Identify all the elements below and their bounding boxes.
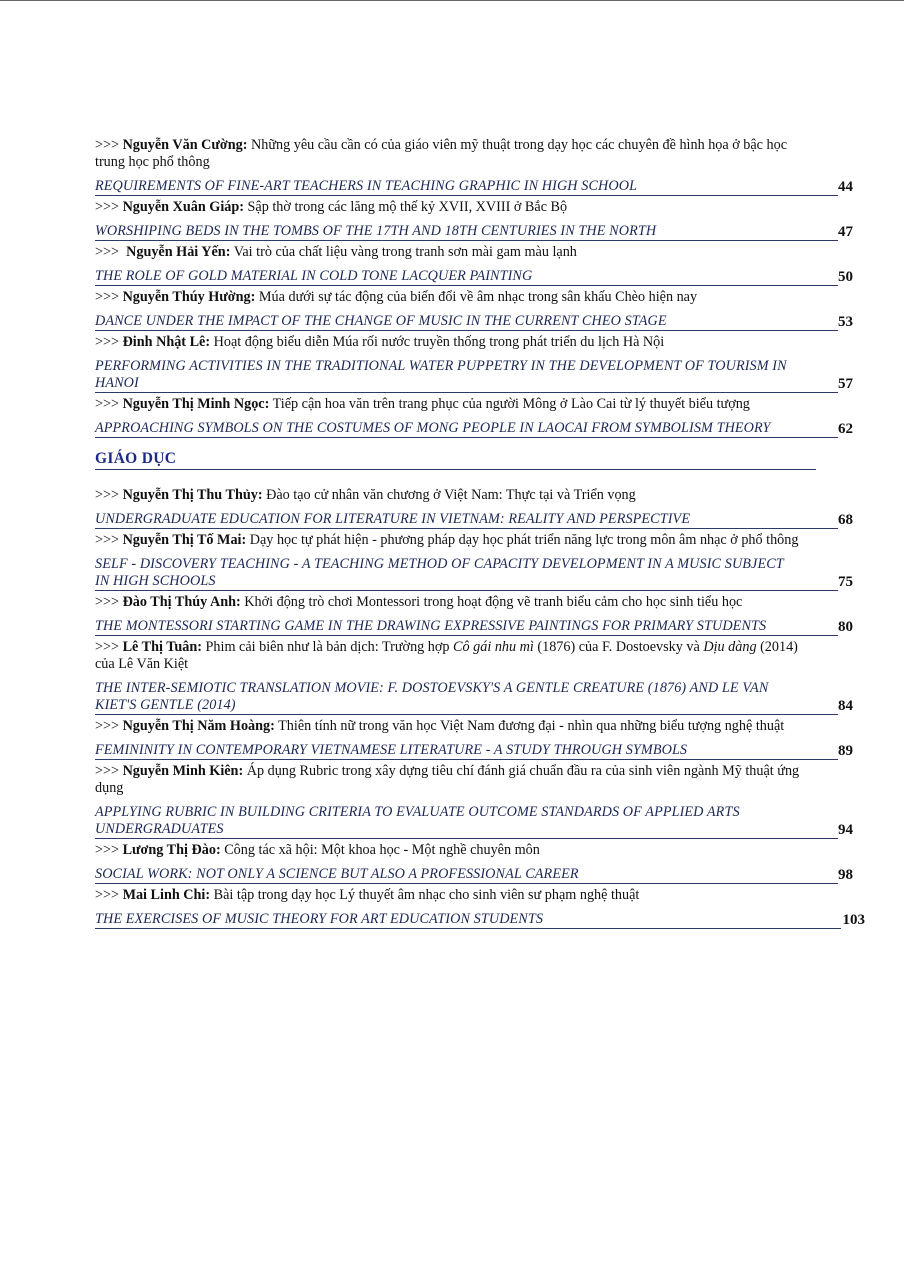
vi-entry-line: >>> Nguyễn Hải Yến: Vai trò của chất liệu vàng trong tranh sơn mài gam màu lạnh [95, 244, 577, 260]
en-title[interactable]: WORSHIPING BEDS IN THE TOMBS OF THE 17TH AND 18TH CENTURIES IN THE NORTH [95, 223, 657, 239]
toc-entry [95, 639, 853, 715]
author-name: Lương Thị Đào: [122, 842, 221, 858]
en-title-row[interactable] [95, 420, 853, 438]
page-number: 53 [838, 314, 853, 330]
toc-entry [95, 334, 853, 393]
en-title-row[interactable] [95, 618, 853, 636]
page-number: 68 [838, 512, 853, 528]
author-name: Lê Thị Tuân: [122, 639, 202, 655]
en-title-row[interactable] [95, 313, 853, 331]
vi-entry-line: >>> Nguyễn Xuân Giáp: Sập thờ trong các lăng mộ thế kỷ XVII, XVIII ở Bắc Bộ [95, 199, 568, 215]
en-title-row[interactable] [95, 556, 853, 591]
vi-entry-line: >>> Nguyễn Thúy Hường: Múa dưới sự tác động của biến đổi về âm nhạc trong sân khấu Chèo hiện nay [95, 289, 698, 305]
page-number: 44 [838, 179, 853, 195]
toc-entry [95, 842, 853, 884]
vi-entry-line: >>> Nguyễn Minh Kiên: Áp dụng Rubric trong xây dựng tiêu chí đánh giá chuẩn đầu ra của sinh viên ngành Mỹ thuật ứng dụng [95, 763, 800, 796]
vi-entry-line: >>> Đinh Nhật Lê: Hoạt động biểu diễn Múa rối nước truyền thống trong phát triển du lịch Hà Nội [95, 334, 665, 350]
en-title-row[interactable] [95, 804, 853, 839]
en-title[interactable]: THE EXERCISES OF MUSIC THEORY FOR ART EDUCATION STUDENTS [95, 911, 544, 927]
author-name: Nguyễn Thị Tố Mai: [122, 532, 247, 548]
vi-entry-line: >>> Nguyễn Văn Cường: Những yêu cầu cần có của giáo viên mỹ thuật trong dạy học các chuyên đề hình họa ở bậc học trung học phổ thông [95, 137, 788, 170]
page-number: 50 [838, 269, 853, 285]
en-title-row[interactable] [95, 358, 853, 393]
author-name: Nguyễn Văn Cường: [122, 137, 248, 153]
toc-entry [95, 532, 853, 591]
author-name: Nguyễn Thị Thu Thủy: [122, 487, 263, 503]
toc-entry [95, 396, 853, 438]
en-title[interactable]: FEMININITY IN CONTEMPORARY VIETNAMESE LITERATURE - A STUDY THROUGH SYMBOLS [95, 742, 688, 758]
page-number: 89 [838, 743, 853, 759]
toc-entry [95, 718, 853, 760]
en-title[interactable]: APPLYING RUBRIC IN BUILDING CRITERIA TO EVALUATE OUTCOME STANDARDS OF APPLIED ARTS UNDERGRADUATES [95, 804, 740, 837]
en-title-row[interactable] [95, 511, 853, 529]
toc-entry [95, 199, 853, 241]
page-number: 75 [838, 574, 853, 590]
en-title-row[interactable] [95, 866, 853, 884]
page-number: 84 [838, 698, 853, 714]
section-heading [95, 450, 816, 470]
author-name: Nguyễn Thị Năm Hoàng: [122, 718, 275, 734]
en-title[interactable]: UNDERGRADUATE EDUCATION FOR LITERATURE IN VIETNAM: REALITY AND PERSPECTIVE [95, 511, 691, 527]
en-title-row[interactable] [95, 223, 853, 241]
author-name: Mai Linh Chi: [122, 887, 211, 903]
en-title-row[interactable] [95, 680, 853, 715]
toc-entry [95, 137, 853, 196]
en-title-row[interactable] [95, 178, 853, 196]
section-title: GIÁO DỤC [95, 450, 177, 467]
author-name: Nguyễn Thị Minh Ngọc: [122, 396, 270, 412]
vi-entry-line: >>> Mai Linh Chi: Bài tập trong dạy học Lý thuyết âm nhạc cho sinh viên sư phạm nghệ thuật [95, 887, 640, 903]
toc-entry [95, 244, 853, 286]
author-name: Đinh Nhật Lê: [122, 334, 211, 350]
vi-entry-line: >>> Nguyễn Thị Tố Mai: Dạy học tự phát hiện - phương pháp dạy học phát triển năng lực trong môn âm nhạc ở phổ thông [95, 532, 799, 548]
page-number: 98 [838, 867, 853, 883]
author-name: Nguyễn Hải Yến: [126, 244, 231, 260]
vi-entry-line: >>> Lê Thị Tuân: Phim cải biên như là bản dịch: Trường hợp Cô gái nhu mì (1876) của F. Dostoevsky và Dịu dàng (2014) của Lê Văn Kiệt [95, 639, 798, 672]
page-number: 103 [842, 912, 865, 928]
en-title[interactable]: SELF - DISCOVERY TEACHING - A TEACHING METHOD OF CAPACITY DEVELOPMENT IN A MUSIC SUBJECT IN HIGH SCHOOLS [95, 556, 784, 589]
en-title[interactable]: PERFORMING ACTIVITIES IN THE TRADITIONAL WATER PUPPETRY IN THE DEVELOPMENT OF TOURISM IN HANOI [95, 358, 787, 391]
vi-entry-line: >>> Nguyễn Thị Năm Hoàng: Thiên tính nữ trong văn học Việt Nam đương đại - nhìn qua những biểu tượng nghệ thuật [95, 718, 785, 734]
en-title-row[interactable] [95, 742, 853, 760]
en-title[interactable]: THE MONTESSORI STARTING GAME IN THE DRAWING EXPRESSIVE PAINTINGS FOR PRIMARY STUDENTS [95, 618, 767, 634]
author-name: Nguyễn Xuân Giáp: [122, 199, 244, 215]
top-border-line [0, 0, 904, 1]
en-title[interactable]: THE ROLE OF GOLD MATERIAL IN COLD TONE LACQUER PAINTING [95, 268, 533, 284]
vi-entry-line: >>> Nguyễn Thị Minh Ngọc: Tiếp cận hoa văn trên trang phục của người Mông ở Lào Cai từ lý thuyết biểu tượng [95, 396, 750, 412]
page-number: 57 [838, 376, 853, 392]
vi-entry-line: >>> Nguyễn Thị Thu Thủy: Đào tạo cử nhân văn chương ở Việt Nam: Thực tại và Triển vọng [95, 487, 636, 503]
author-name: Nguyễn Thúy Hường: [122, 289, 256, 305]
en-title[interactable]: SOCIAL WORK: NOT ONLY A SCIENCE BUT ALSO A PROFESSIONAL CAREER [95, 866, 579, 882]
author-name: Nguyễn Minh Kiên: [122, 763, 244, 779]
en-title[interactable]: REQUIREMENTS OF FINE-ART TEACHERS IN TEACHING GRAPHIC IN HIGH SCHOOL [95, 178, 638, 194]
toc-entry [95, 289, 853, 331]
toc-entry [95, 763, 853, 839]
vi-entry-line: >>> Lương Thị Đào: Công tác xã hội: Một khoa học - Một nghề chuyên môn [95, 842, 540, 858]
toc-entry [95, 887, 865, 929]
author-name: Đào Thị Thúy Anh: [122, 594, 241, 610]
en-title[interactable]: DANCE UNDER THE IMPACT OF THE CHANGE OF MUSIC IN THE CURRENT CHEO STAGE [95, 313, 667, 329]
vi-entry-line: >>> Đào Thị Thúy Anh: Khởi động trò chơi Montessori trong hoạt động vẽ tranh biểu cảm cho học sinh tiểu học [95, 594, 743, 610]
toc-entry [95, 594, 853, 636]
en-title[interactable]: THE INTER-SEMIOTIC TRANSLATION MOVIE: F. DOSTOEVSKY'S A GENTLE CREATURE (1876) AND LE VAN KIET'S GENTLE (2014) [95, 680, 769, 713]
page-number: 47 [838, 224, 853, 240]
page-number: 80 [838, 619, 853, 635]
en-title-row[interactable] [95, 911, 865, 929]
en-title-row[interactable] [95, 268, 853, 286]
page-number: 62 [838, 421, 853, 437]
table-of-contents [95, 137, 865, 932]
toc-entry [95, 487, 853, 529]
page-number: 94 [838, 822, 853, 838]
en-title[interactable]: APPROACHING SYMBOLS ON THE COSTUMES OF MONG PEOPLE IN LAOCAI FROM SYMBOLISM THEORY [95, 420, 771, 436]
